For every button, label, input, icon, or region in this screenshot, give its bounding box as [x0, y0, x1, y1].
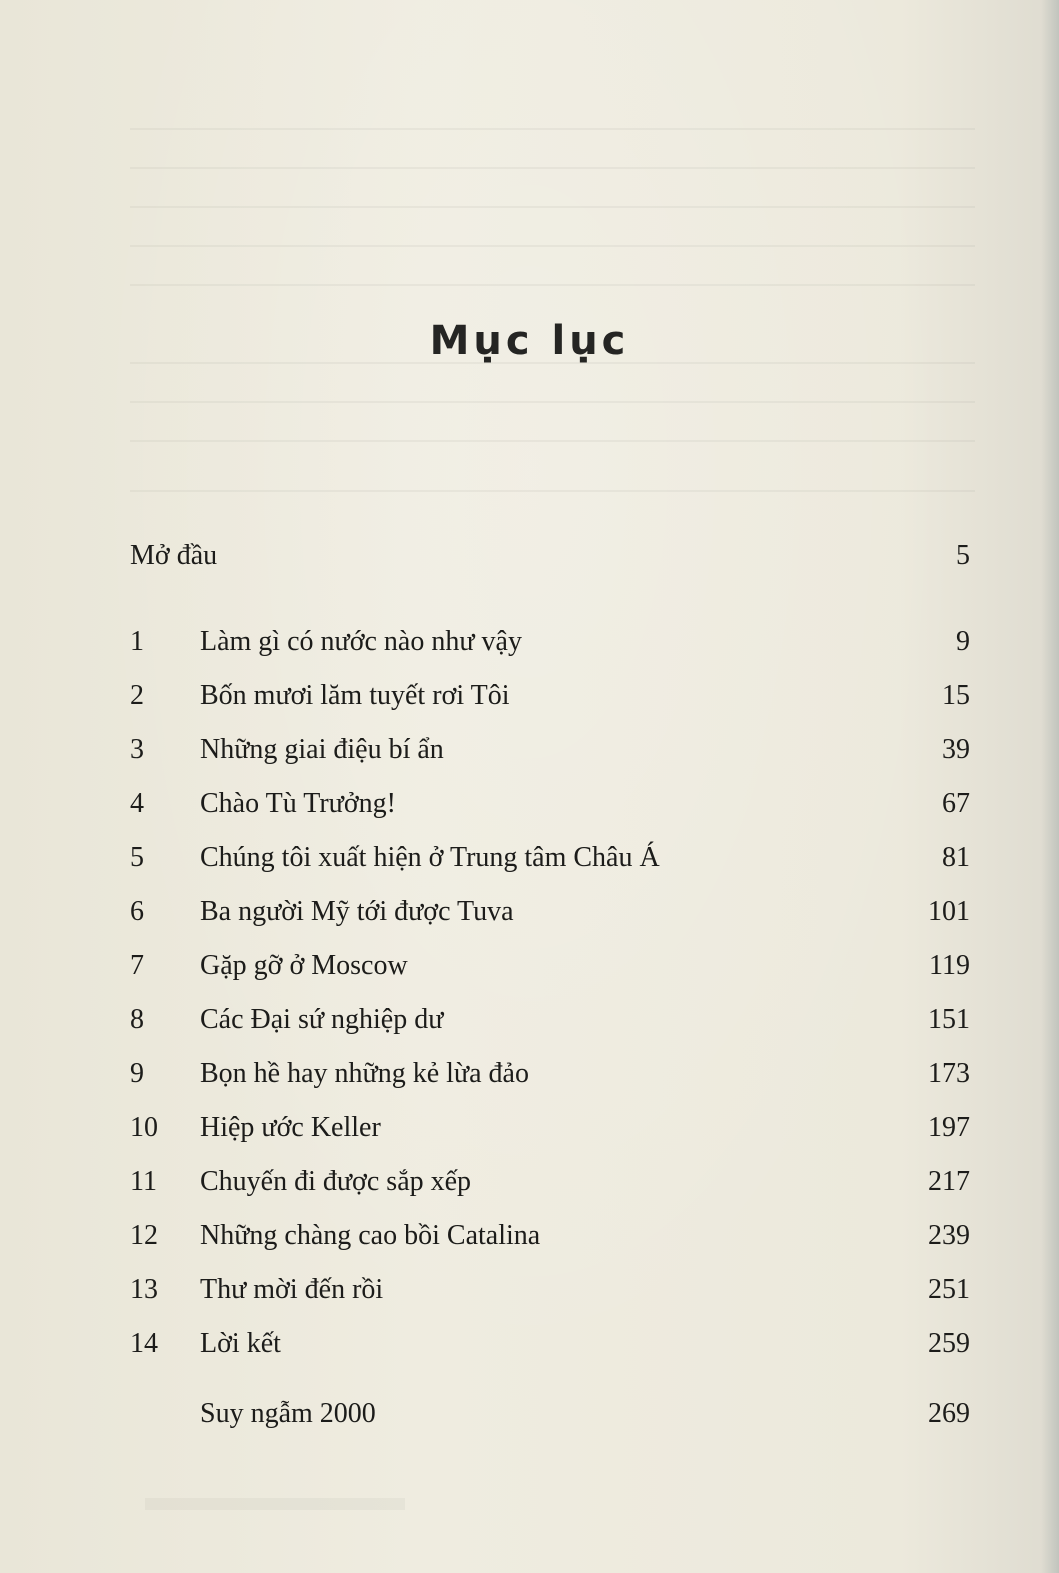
chapter-number: 14 — [130, 1328, 158, 1359]
chapter-number: 9 — [130, 1058, 144, 1089]
page-title: Mục lục — [429, 318, 630, 364]
toc-entry-page: 119 — [929, 950, 970, 981]
toc-entry-page: 269 — [928, 1398, 970, 1429]
toc-entry[interactable] — [130, 1054, 970, 1094]
toc-entry-title: Chúng tôi xuất hiện ở Trung tâm Châu Á — [200, 842, 660, 873]
toc-entry-afterword[interactable] — [130, 1394, 970, 1434]
chapter-number: 4 — [130, 788, 144, 819]
chapter-number: 2 — [130, 680, 144, 711]
toc-entry-title: Chào Tù Trưởng! — [200, 788, 396, 819]
toc-entry-title: Mở đầu — [130, 540, 218, 571]
chapter-number: 12 — [130, 1220, 158, 1251]
show-through-line — [130, 245, 975, 247]
show-through-line — [130, 206, 975, 208]
toc-entry-page: 67 — [942, 788, 970, 819]
toc-entry-page: 259 — [928, 1328, 970, 1359]
toc-entry[interactable] — [130, 1216, 970, 1256]
toc-entry-page: 101 — [928, 896, 970, 927]
toc-entry[interactable] — [130, 892, 970, 932]
show-through-line — [130, 401, 975, 403]
chapter-number: 5 — [130, 842, 144, 873]
toc-entry[interactable] — [130, 784, 970, 824]
show-through-line — [130, 167, 975, 169]
toc-entry-page: 173 — [928, 1058, 970, 1089]
chapter-number: 13 — [130, 1274, 158, 1305]
show-through-line — [130, 284, 975, 286]
toc-entry[interactable] — [130, 838, 970, 878]
show-through-footer — [145, 1498, 405, 1510]
toc-entry-title: Chuyến đi được sắp xếp — [200, 1166, 472, 1197]
toc-entry-title: Làm gì có nước nào như vậy — [200, 626, 522, 657]
toc-entry-page: 239 — [928, 1220, 970, 1251]
toc-entry-page: 5 — [956, 540, 970, 571]
chapter-number: 3 — [130, 734, 144, 765]
toc-entry-title: Hiệp ước Keller — [200, 1112, 381, 1143]
chapter-number: 6 — [130, 896, 144, 927]
toc-entry-page: 39 — [942, 734, 970, 765]
toc-entry-intro[interactable] — [130, 536, 970, 576]
chapter-number: 1 — [130, 626, 144, 657]
chapter-number: 7 — [130, 950, 144, 981]
toc-entry-title: Lời kết — [200, 1328, 281, 1359]
toc-entry-page: 15 — [942, 680, 970, 711]
show-through-line — [130, 490, 975, 492]
chapter-number: 10 — [130, 1112, 158, 1143]
toc-entry[interactable] — [130, 1270, 970, 1310]
toc-entry[interactable] — [130, 730, 970, 770]
toc-entry[interactable] — [130, 1108, 970, 1148]
toc-entry-title: Suy ngẫm 2000 — [200, 1398, 376, 1429]
toc-entry-page: 151 — [928, 1004, 970, 1035]
toc-entry-title: Gặp gỡ ở Moscow — [200, 950, 408, 981]
toc-entry-page: 251 — [928, 1274, 970, 1305]
toc-entry-page: 217 — [928, 1166, 970, 1197]
toc-entry-page: 9 — [956, 626, 970, 657]
toc-entry-page: 81 — [942, 842, 970, 873]
toc-entry-title: Những giai điệu bí ẩn — [200, 734, 444, 765]
chapter-number: 8 — [130, 1004, 144, 1035]
toc-entry[interactable] — [130, 1162, 970, 1202]
toc-entry-title: Bọn hề hay những kẻ lừa đảo — [200, 1058, 529, 1089]
toc-entry[interactable] — [130, 1324, 970, 1364]
toc-entry-title: Các Đại sứ nghiệp dư — [200, 1004, 444, 1035]
toc-entry-title: Bốn mươi lăm tuyết rơi Tôi — [200, 680, 510, 711]
toc-entry[interactable] — [130, 622, 970, 662]
toc-entry-page: 197 — [928, 1112, 970, 1143]
toc-entry[interactable] — [130, 1000, 970, 1040]
toc-entry-title: Ba người Mỹ tới được Tuva — [200, 896, 514, 927]
toc-entry[interactable] — [130, 676, 970, 716]
page-edge-shadow — [1041, 0, 1059, 1573]
show-through-line — [130, 440, 975, 442]
toc-entry-title: Những chàng cao bồi Catalina — [200, 1220, 541, 1251]
toc-entry[interactable] — [130, 946, 970, 986]
toc-entry-title: Thư mời đến rồi — [200, 1274, 384, 1305]
chapter-number: 11 — [130, 1166, 157, 1197]
show-through-line — [130, 128, 975, 130]
